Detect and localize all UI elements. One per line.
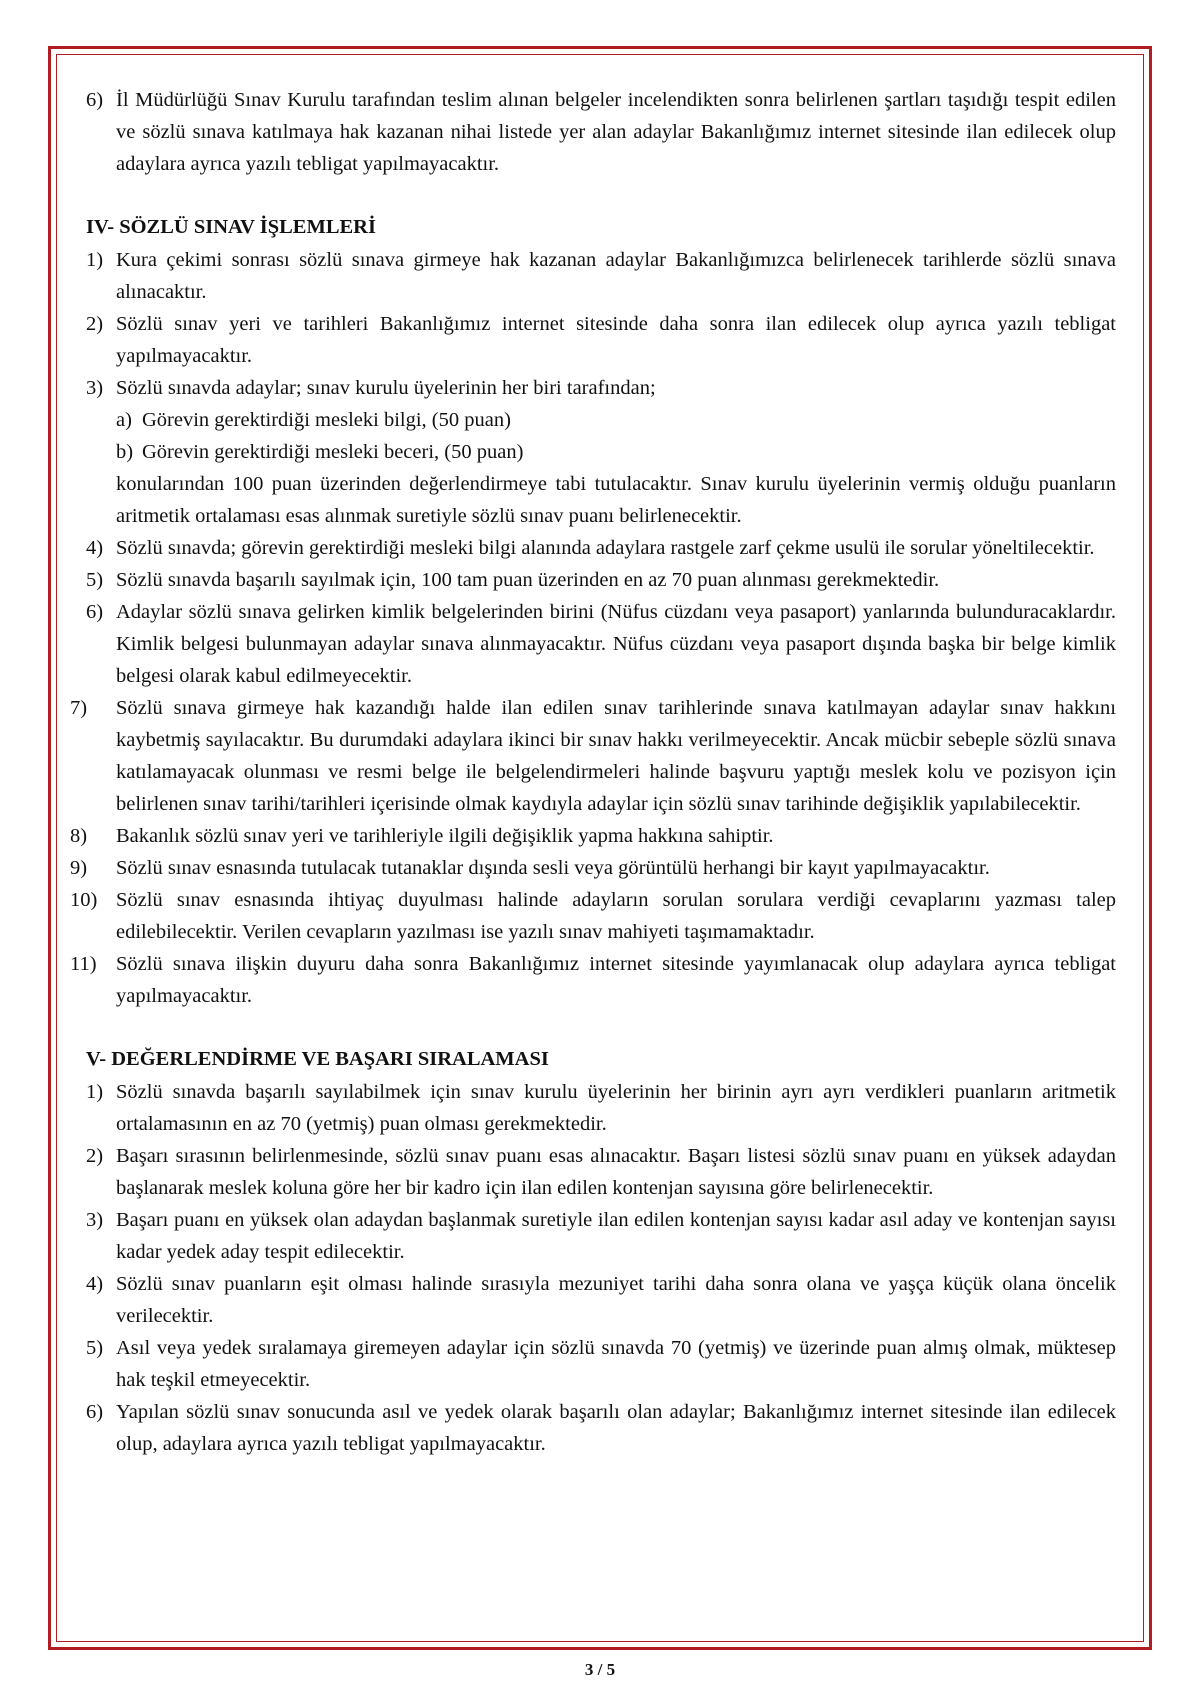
list-item — [70, 948, 1116, 1012]
sub-item-text: Görevin gerektirdiği mesleki beceri, (50 puan) — [142, 441, 524, 463]
list-item — [86, 372, 1116, 404]
list-item — [86, 1332, 1116, 1396]
item-number: 7) — [70, 697, 88, 719]
item-text: İl Müdürlüğü Sınav Kurulu tarafından teslim alınan belgeler incelendikten sonra belirlenen şartları taşıdığı tespit edilen ve sözlü sınava katılmaya hak kazanan nihai listede yer alan adaylar Bakanlığımız internet sitesinde ilan edilecek olup adaylara ayrıca yazılı tebligat yapılmayacaktır. — [116, 89, 1116, 175]
list-item — [70, 820, 1116, 852]
sub-item — [86, 404, 1116, 436]
item-number: 10) — [70, 889, 98, 911]
list-item — [86, 564, 1116, 596]
item-text: Sözlü sınava ilişkin duyuru daha sonra Bakanlığımız internet sitesinde yayımlanacak olup adaylara ayrıca tebligat yapılmayacaktır. — [116, 953, 1116, 1007]
item-text: Sözlü sınavda başarılı sayılabilmek için sınav kurulu üyelerinin her birinin ayrı ayrı verdikleri puanların aritmetik ortalamasının en az 70 (yetmiş) puan olması gerekmektedir. — [116, 1081, 1116, 1135]
item-number: 6) — [86, 89, 104, 111]
item-text: Kura çekimi sonrası sözlü sınava girmeye hak kazanan adaylar Bakanlığımızca belirlenecek tarihlerde sözlü sınava alınacaktır. — [116, 249, 1116, 303]
item-text: Asıl veya yedek sıralamaya giremeyen adaylar için sözlü sınavda 70 (yetmiş) ve üzerinde puan almış olmak, müktesep hak teşkil etmeyecektir. — [116, 1337, 1116, 1391]
list-item — [86, 1396, 1116, 1460]
item-number: 5) — [86, 569, 104, 591]
item-text: Başarı puanı en yüksek olan adaydan başlanmak suretiyle ilan edilen kontenjan sayısı kadar asıl aday ve kontenjan sayısı kadar yedek aday tespit edilecektir. — [116, 1209, 1116, 1263]
list-item — [86, 1204, 1116, 1268]
document-body — [70, 84, 1116, 1460]
item-text: Bakanlık sözlü sınav yeri ve tarihleriyle ilgili değişiklik yapma hakkına sahiptir. — [116, 825, 774, 847]
item-number: 3) — [86, 1209, 104, 1231]
list-item — [86, 1268, 1116, 1332]
item-number: 6) — [86, 1401, 104, 1423]
item-number: 3) — [86, 377, 104, 399]
item-number: 2) — [86, 313, 104, 335]
item-text: Sözlü sınav esnasında tutulacak tutanaklar dışında sesli veya görüntülü herhangi bir kayıt yapılmayacaktır. — [116, 857, 990, 879]
section-heading-evaluation: V- DEĞERLENDİRME VE BAŞARI SIRALAMASI — [86, 1048, 549, 1070]
item-number: 8) — [70, 825, 88, 847]
item-text: Sözlü sınavda; görevin gerektirdiği mesleki bilgi alanında adaylara rastgele zarf çekme usulü ile sorular yöneltilecektir. — [116, 537, 1095, 559]
list-item — [86, 1076, 1116, 1140]
item-text: Sözlü sınav puanların eşit olması halinde sırasıyla mezuniyet tarihi daha sonra olana ve yaşça küçük olana öncelik verilecektir. — [116, 1273, 1116, 1327]
item-number: 4) — [86, 537, 104, 559]
item-number: 1) — [86, 1081, 104, 1103]
item-number: 11) — [70, 953, 97, 975]
item-continuation: konularından 100 puan üzerinden değerlendirmeye tabi tutulacaktır. Sınav kurulu üyelerinin vermiş olduğu puanların aritmetik ortalaması esas alınmak suretiyle sözlü sınav puanı belirlenecektir. — [116, 473, 1116, 527]
sub-item — [86, 436, 1116, 468]
list-item — [86, 532, 1116, 564]
list-item — [86, 1140, 1116, 1204]
list-item — [86, 596, 1116, 692]
item-text: Sözlü sınavda başarılı sayılmak için, 100 tam puan üzerinden en az 70 puan alınması gerekmektedir. — [116, 569, 940, 591]
item-text: Sözlü sınava girmeye hak kazandığı halde ilan edilen sınav tarihlerinde sınava katılmayan adaylar sınav hakkını kaybetmiş sayılacaktır. Bu durumdaki adaylara ikinci bir sınav hakkı verilmeyecektir. Ancak mücbir sebeple sözlü sınava katılamayacak olunması ve resmi belge ile belgelendirmeleri halinde başvuru yaptığı meslek kolu ve pozisyon için belirlenen sınav tarihi/tarihleri içerisinde olmak kaydıyla adaylar için sözlü sınav tarihinde değişiklik yapılabilecektir. — [116, 697, 1116, 815]
item-number: 9) — [70, 857, 88, 879]
item-text: Sözlü sınav esnasında ihtiyaç duyulması halinde adayların sorulan sorulara verdiği cevaplarını yazması talep edilebilecektir. Verilen cevapların yazılması ise yazılı sınav mahiyeti taşımamaktadır. — [116, 889, 1116, 943]
sub-item-letter: a) — [116, 409, 132, 431]
item-text: Sözlü sınav yeri ve tarihleri Bakanlığımız internet sitesinde daha sonra ilan edilecek olup ayrıca yazılı tebligat yapılmayacaktır. — [116, 313, 1116, 367]
item-number: 6) — [86, 601, 104, 623]
list-item — [86, 308, 1116, 372]
item-text: Yapılan sözlü sınav sonucunda asıl ve yedek olarak başarılı olan adaylar; Bakanlığımız internet sitesinde ilan edilecek olup, adaylara ayrıca yazılı tebligat yapılmayacaktır. — [116, 1401, 1116, 1455]
section-heading-oral-exam: IV- SÖZLÜ SINAV İŞLEMLERİ — [86, 216, 376, 238]
list-item — [70, 884, 1116, 948]
item-text: Başarı sırasının belirlenmesinde, sözlü sınav puanı esas alınacaktır. Başarı listesi sözlü sınav puanı en yüksek adaydan başlanarak meslek koluna göre her bir kadro için ilan edilen kontenjan sayısına göre belirlenecektir. — [116, 1145, 1116, 1199]
list-item — [86, 84, 1116, 180]
list-item — [86, 244, 1116, 308]
item-number: 1) — [86, 249, 104, 271]
item-number: 2) — [86, 1145, 104, 1167]
page-number: 3 / 5 — [584, 1660, 616, 1679]
list-item — [70, 852, 1116, 884]
item-number: 5) — [86, 1337, 104, 1359]
sub-item-letter: b) — [116, 441, 134, 463]
item-number: 4) — [86, 1273, 104, 1295]
sub-item-text: Görevin gerektirdiği mesleki bilgi, (50 puan) — [142, 409, 511, 431]
item-text: Adaylar sözlü sınava gelirken kimlik belgelerinden birini (Nüfus cüzdanı veya pasaport) yanlarında bulunduracaklardır. Kimlik belgesi bulunmayan adaylar sınava alınmayacaktır. Nüfus cüzdanı veya pasaport dışında başka bir belge kimlik belgesi olarak kabul edilmeyecektir. — [116, 601, 1116, 687]
list-item — [70, 692, 1116, 820]
item-text: Sözlü sınavda adaylar; sınav kurulu üyelerinin her biri tarafından; — [116, 377, 656, 399]
